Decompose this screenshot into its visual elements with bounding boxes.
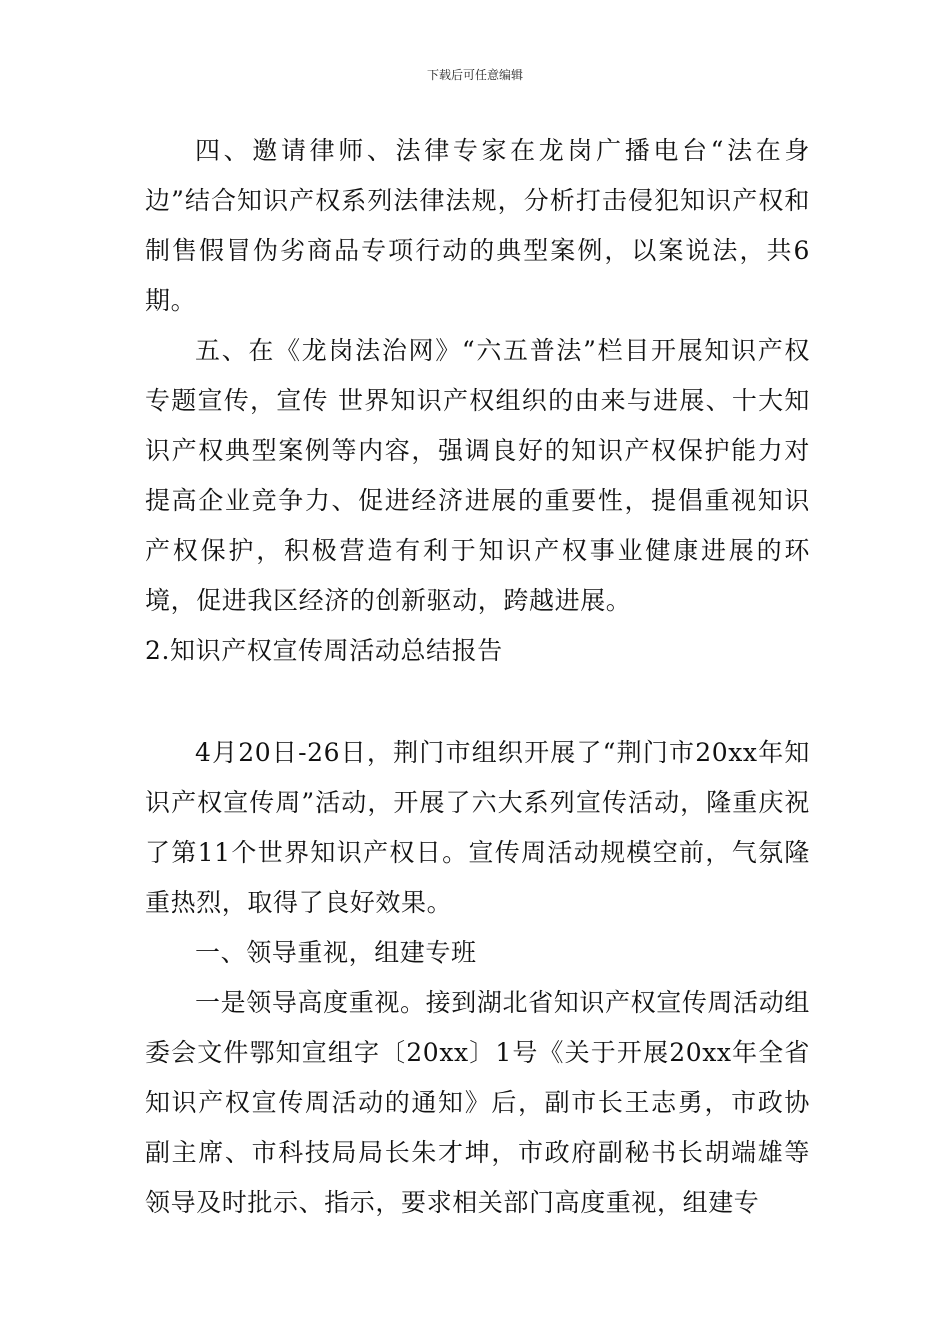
header-note: 下载后可任意编辑: [426, 68, 523, 82]
document-body-top: [145, 126, 810, 676]
sub-heading-leadership: 一、领导重视，组建专班: [195, 938, 477, 967]
paragraph-item-4: 四、邀请律师、法律专家在龙岗广播电台“法在身边”结合知识产权系列法律法规，分析打击侵犯知识产权和制售假冒伪劣商品专项行动的典型案例，以案说法，共6期。: [145, 136, 810, 315]
paragraph-leadership: 一是领导高度重视。接到湖北省知识产权宣传周活动组委会文件鄂知宣组字〔20xx〕1号《关于开展20xx年全省知识产权宣传周活动的通知》后，副市长王志勇，市政协副主席、市科技局局长朱才坤，市政府副秘书长胡端雄等领导及时批示、指示，要求相关部门高度重视，组建专: [145, 988, 810, 1217]
paragraph-item-5: 五、在《龙岗法治网》“六五普法”栏目开展知识产权专题宣传，宣传 世界知识产权组织的由来与进展、十大知识产权典型案例等内容，强调良好的知识产权保护能力对提高企业竞争力、促进经济进展的重要性，提倡重视知识产权保护，积极营造有利于知识产权事业健康进展的环境，促进我区经济的创新驱动，跨越进展。: [145, 336, 810, 615]
section-title: 2.知识产权宣传周活动总结报告: [145, 636, 503, 665]
document-body-report: [145, 728, 810, 1228]
paragraph-intro: 4月20日-26日，荆门市组织开展了“荆门市20xx年知识产权宣传周”活动，开展了六大系列宣传活动，隆重庆祝了第11个世界知识产权日。宣传周活动规模空前，气氛隆重热烈，取得了良好效果。: [145, 738, 810, 917]
